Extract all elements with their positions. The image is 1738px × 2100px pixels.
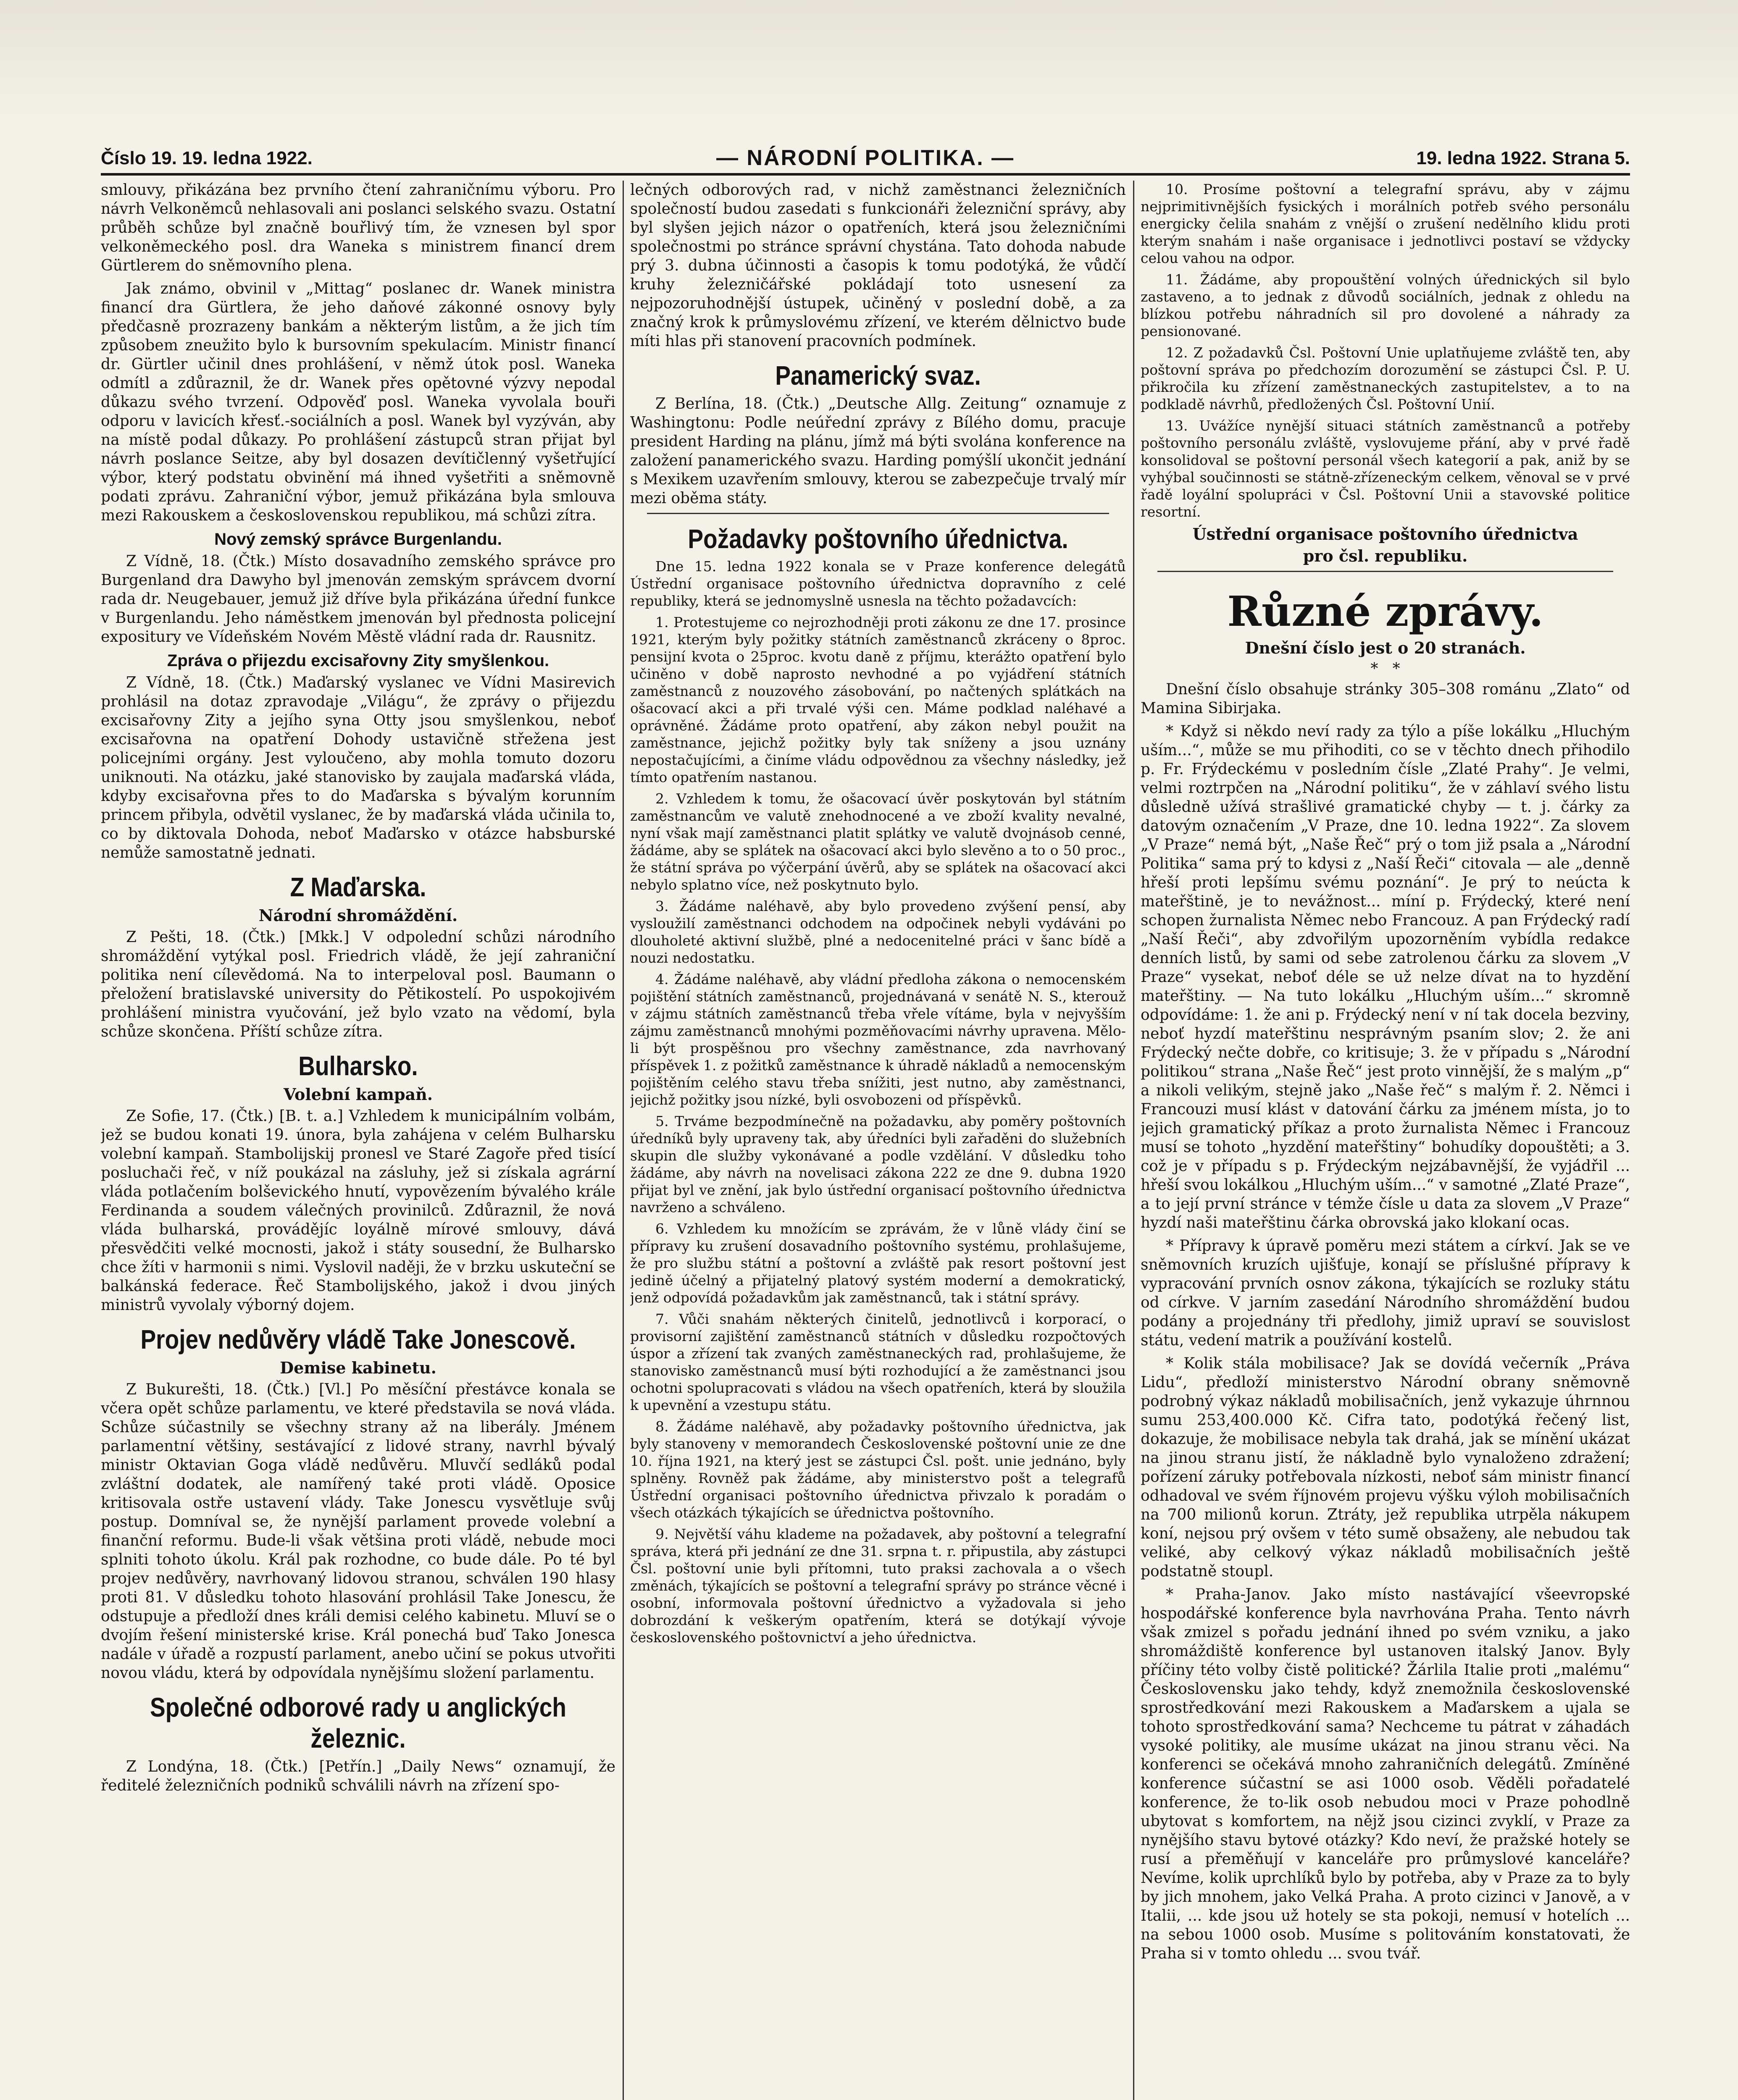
signature: pro čsl. republiku. bbox=[1303, 546, 1468, 565]
section-heading: Nový zemský správce Burgenlandu. bbox=[214, 530, 502, 549]
section-subtitle: Národní shromáždění. bbox=[258, 906, 458, 925]
column-1 bbox=[101, 181, 615, 2100]
article-text: 7. Vůči snahám některých činitelů, jednotlivců i korporací, o provisorní zajištění zaměstnanců státních v důsledku rozpočtových úspor a zřízení tak zvaných zaměstnaneckých rad, prohlašujeme, že stanovisko zaměstnanců musí býti rozhodující a že zaměstnanci jsou ochotni spolupracovati s vládou na všech opatřeních, která by sloužila k upevnění a vzestupu státu. bbox=[630, 1311, 1126, 1413]
masthead-title: — NÁRODNÍ POLITIKA. — bbox=[716, 146, 1015, 170]
separator bbox=[1157, 571, 1613, 572]
article-text: * Když si někdo neví rady za týlo a píše lokálku „Hluchým uším...“, může se mu přihoditi, co se v těchto dnech přihodilo p. Fr. Frýdeckému v posledním čísle „Zlaté Prahy“. Je velmi, velmi roztrpčen na „Národní politiku“, že v záhlaví svého listu důsledně užívá strašlivé gramatické chyby — t. j. čárky za datovým označením „V Praze, dne 10. ledna 1922“. Za slovem „V Praze“ nemá být, „Naše Řeč“ prý o tom již psala a „Národní Politika“ sama prý to kdysi z „Naší Řeči“ citovala — ale „denně hřeší proti lepšímu svému poznání“. Je prý to neúcta k mateřštině, je to nevážnost... míní p. Frýdecký, které není schopen žurnalista Němec nebo Francouz. A pan Frýdecký radí „Naší Řeči“, aby zdvořilým upozorněním vybídla redakce denních listů, by sami od sebe zatrolenou čárku za slovem „V Praze“ vysekat, neboť déle se už nelze dívat na to hyzdění mateřštiny. — Na tuto lokálku „Hluchým uším...“ skromně odpovídáme: 1. že ani p. Frýdecký není v ní tak docela bezviny, neboť hyzdí mateřštinu nesprávným psaním slov; 2. že ani Frýdecký nečte dobře, co kritisuje; 3. že v případu s „Národní politikou“ strana „Naše Řeč“ jest proto vinnější, že s malým „p“ a nikoli velikým, stejně jako „Naše řeč“ s malým ř. 2. Němci i Francouzi musí klást v datování čárku za jménem místa, jo to jejich gramatický příkaz a proto žurnalista Němec i Francouz musí se tohoto „hyzdění mateřštiny“ bohudíky dopouštěti; a 3. což je v případu s p. Frýdeckým nejzábavnější, že vyjádřil ... hřeší svou lokálkou „Hluchým uším...“ v samotné „Zlaté Praze“, a to její první stránce v témže čísle u data za slovem „V Praze“ hyzdí naši mateřštinu čárka obrovská jako klokaní ocas. bbox=[1141, 723, 1630, 1231]
scan-border bbox=[0, 0, 1738, 126]
section-title: Panamerický svaz. bbox=[775, 360, 981, 391]
section-heading: Zpráva o přijezdu excisařovny Zity smyšlenkou. bbox=[167, 651, 550, 670]
article-text: 2. Vzhledem k tomu, že ošacovací úvěr poskytován byl státním zaměstnancům ve valutě znehodnocené a ve zboží kvality nevalné, nyní však mají zaměstnanci platit splátky ve valutě dvojnásob cenné, žádáme, aby se splátek na ošacovací akci bylo slevěno a to o 50 proc., že státní správa po výčerpání úvěrů, aby se splátek na ošacovací akci nebylo splatno více, než poskytnuto bylo. bbox=[630, 790, 1126, 893]
issue-date-page: 19. ledna 1922. Strana 5. bbox=[1416, 148, 1630, 168]
article-text: 9. Největší váhu klademe na požadavek, aby poštovní a telegrafní správa, která při jednání ze dne 31. srpna t. r. připustila, aby zástupci Čsl. poštovní unie byli přítomni, tuto praksi zachovala a o všech změnách, týkajících se poštovní a telegrafní správy po stránce věcné i osobní, informovala poštovní úřednictvo a vyžadovala si jeho dobrozdání k veškerým opatřením, která se dotýkají vývoje československého poštovnictví a jeho úřednictva. bbox=[630, 1526, 1126, 1646]
article-text: Z Bukurešti, 18. (Čtk.) [Vl.] Po měsíční přestávce konala se včera opět schůze parlamentu, ve které představila se nová vláda. Schůze súčastnily se všechny strany až na liberály. Jménem parlamentní většiny, sestávající z lidové strany, navrhl bývalý ministr Oktavian Goga vládě nedůvěru. Mluvčí sedláků podal zvláštní dodatek, ale namířený také proti vládě. Oposice kritisovala ostře ustavení vlády. Take Jonescu vysvětluje svůj postup. Domníval se, že nynější parlament provede volební a finanční reformu. Bude-li však většina proti vládě, nebude moci splniti tohoto úkolu. Král pak rozhodne, co bude dále. Po té byl projev nedůvěry, navrhovaný lidovou stranou, schválen 190 hlasy proti 81. V důsledku tohoto hlasování prohlásil Take Jonescu, že odstupuje a předloží dnes králi demisi celého kabinetu. Mluví se o dvojím řešení ministerské krise. Král ponechá buď Tako Jonesca nadále v úřadě a rozpustí parlament, anebo učiní se pokus utvořiti novou vládu, která by odpovídala nynějšímu složení parlamentu. bbox=[101, 1381, 615, 1682]
section-subtitle: Demise kabinetu. bbox=[280, 1358, 436, 1377]
article-text: 13. Uvážíce nynější situaci státních zaměstnanců a potřeby poštovního personálu zvláště, vyslovujeme přání, aby v prvé řadě konsolidoval se poštovní personál všech kategorií a pak, aniž by se vyhýbal součinnosti se státně-zřízeneckým celkem, věnoval se v prvé řadě loyální spolupráci v Čsl. Poštovní Unii a stavovské politice resortní. bbox=[1141, 417, 1630, 520]
article-text: Dne 15. ledna 1922 konala se v Praze konference delegátů Ústřední organisace poštovního úřednictva dopravního z celé republiky, která se jednomyslně usnesla na těchto požadavcích: bbox=[630, 558, 1126, 609]
signature: Ústřední organisace poštovního úřednictva bbox=[1192, 525, 1578, 543]
article-text: 11. Žádáme, aby propouštění volných úřednických sil bylo zastaveno, a to jednak z důvodů sociálních, jednak z ohledu na blízkou potřebu náhradních sil pro dovolené a náhrady za pensionované. bbox=[1141, 271, 1630, 339]
article-text: Dnešní číslo obsahuje stránky 305–308 románu „Zlato“ od Mamina Sibirjaka. bbox=[1141, 681, 1630, 717]
article-text: Jak známo, obvinil v „Mittag“ poslanec dr. Wanek ministra financí dra Gürtlera, že jeho daňové zákonné osnovy byly předčasně prozrazeny bankám a některým listům, a že jich tím způsobem zneužito bylo k bursovním spekulacím. Ministr financí dr. Gürtler učinil dnes prohlášení, v němž útok posl. Waneka odmítl a zdůraznil, že dr. Wanek přes opětovné výzvy nepodal důkazu svého tvrzení. Odpověď posl. Waneka vyvolala bouři odporu v lavicích křesť.-sociálních a posl. Wanek byl vyzýván, aby na místě podal důkazy. Po prohlášení zástupců stran přijat byl návrh poslance Seitze, aby byl dosazen devítičlenný vyšetřující výbor, který podstatu obvinění má ihned vyšetřiti a sněmovně podati zprávu. Zahraniční výbor, jemuž přikázána byla smlouva mezi Rakouskem a československou republikou, má schůzi zítra. bbox=[101, 280, 615, 524]
article-text: 8. Žádáme naléhavě, aby požadavky poštovního úřednictva, jak byly stanoveny v memorandech Československé poštovní unie ze dne 10. října 1921, na který jest se zástupci Čsl. pošt. unie jednáno, byly splněny. Rovněž pak žádáme, aby ministerstvo pošt a telegrafů Ústřední organisaci poštovního úřednictva přivzalo k poradám o všech otázkách týkajících se úřednictva poštovního. bbox=[630, 1418, 1126, 1521]
section-subtitle: Volební kampaň. bbox=[283, 1085, 433, 1104]
article-text: 10. Prosíme poštovní a telegrafní správu, aby v zájmu nejprimitivnějších fysických i morálních potřeb svého personálu energicky čelila snahám z vnější o zrušení nedělního klidu proti kterým snahám i naše organisace i jednotlivci postaví se vždycky celou vahou na odpor. bbox=[1141, 181, 1630, 266]
section-title: Různé zprávy. bbox=[1227, 588, 1543, 636]
article-text: lečných odborových rad, v nichž zaměstnanci železničních společností budou zasedati s funkcionáři železniční správy, aby byl slyšen jejich názor o opatřeních, která jsou železničními společnostmi po stránce správní chystána. Tato dohoda nabude prý 3. dubna účinnosti a časopis k tomu podotýká, že vůdčí kruhy železničářské pokládají toto usnesení za nejpozoruhodnější ústupek, učiněný v poslední době, a za značný krok k průmyslovému zřízení, ve kterém dělnictvo bude míti hlas při stanovení pracovních podmínek. bbox=[630, 181, 1126, 350]
section-title: Bulharsko. bbox=[298, 1051, 418, 1081]
header-rule bbox=[101, 173, 1630, 176]
article-text: * Kolik stála mobilisace? Jak se dovídá večerník „Práva Lidu“, předloží ministerstvo Národní obrany sněmovně podrobný výkaz nákladů mobilisačních, jenž vykazuje úhrnnou sumu 253,400.000 Kč. Cifra tato, podotýká řečený list, dokazuje, že mobilisace nebyla tak drahá, jak se mínění ukázat na jinou stranu jistí, že nákladně bylo vynaloženo zdražení; pořízení záruky potřebovala nízkosti, neboť sám ministr financí odhadoval ve svém říjnovém projevu výšku výloh mobilisačních na 700 milionů korun. Ztráty, jež republika utrpěla nákupem koní, nejsou prý ovšem v této sumě obsaženy, ale nebudou tak veliké, aby celkový výkaz nákladů mobilisačních ještě podstatně stoupl. bbox=[1141, 1355, 1630, 1580]
article-text: 5. Trváme bezpodmínečně na požadavku, aby poměry poštovních úředníků byly upraveny tak, aby úředníci byli zařaděni do služebních skupin dle služby vykonávané a podle vzdělání. V důsledku toho žádáme, aby návrh na novelisaci zákona 222 ze dne 9. dubna 1920 přijat byl ve znění, jak bylo ústřední organisací poštovního úřednictva navrženo a schváleno. bbox=[630, 1113, 1126, 1215]
article-text: 1. Protestujeme co nejrozhodněji proti zákonu ze dne 17. prosince 1921, kterým byly požitky státních zaměstnanců zkráceny o 8proc. pensijní kvota o 25proc. kvotu daně z příjmu, kterážto opatření bylo učiněno v době naprosto nevhodné a po vyjádření státních zaměstnanců z nouzového zásobování, po načtených splátkách na ošacovací akci a při trvalé výši cen. Máme podklad naléhavé a oprávněné. Žádáme proto opatření, aby zákon nebyl použit na zaměstnance, jejichž požitky byly tak sníženy a jsou uznány nepostačujícími, a činíme vládu odpovědnou za všechny následky, jež tímto opatřením nastanou. bbox=[630, 614, 1126, 785]
article-text: Ze Sofie, 17. (Čtk.) [B. t. a.] Vzhledem k municipálním volbám, jež se budou konati 19. února, byla zahájena v celém Bulharsku volební kampaň. Stambolijskij pronesl ve Staré Zagoře před tisící posluchači řeč, v níž poukázal na zásluhy, jež si získala agrární vláda potlačením bolševického hnutí, vypovězením bývalého krále Ferdinanda a soudem válečných provinilců. Zdůraznil, že nová vláda bulharská, provádějíc loyálně mírové smlouvy, dává přesvědčiti velké mocnosti, jakož i státy sousední, že Bulharsko chce žíti v harmonii s nimi. Vyslovil naději, že v brzku uskuteční se balkánská federace. Řeč Stambolijského, jakož i dvou jiných ministrů vyvolaly výborný dojem. bbox=[101, 1108, 615, 1314]
ornament: * * bbox=[1370, 660, 1400, 677]
article-text: 6. Vzhledem ku množícím se zprávám, že v lůně vlády činí se přípravy ku zrušení dosavadního poštovního systému, prohlašujeme, že pro službu státní a poštovní a zvláště pak resort poštovní jest jedině účelný a přijatelný platový systém moderní a demokratický, jenž odpovídá požadavkům jak zaměstnanců, tak i státní správy. bbox=[630, 1221, 1126, 1306]
section-title: Společné odborové rady u anglických železnic. bbox=[150, 1692, 566, 1754]
article-text: Z Pešti, 18. (Čtk.) [Mkk.] V odpolední schůzi národního shromáždění vytýkal posl. Friedrich vládě, že její zahraniční politika není cílevědomá. Na to interpeloval posl. Baumann o přeložení bratislavské university do Pětikostelí. Po uspokojivém prohlášení ministra vyučování, jež bylo vzato na vědomí, byla schůze skončena. Příští schůze zítra. bbox=[101, 929, 615, 1040]
column-divider bbox=[1133, 181, 1134, 2100]
article-text: Z Berlína, 18. (Čtk.) „Deutsche Allg. Zeitung“ oznamuje z Washingtonu: Podle neúřední zprávy z Bílého domu, pracuje president Harding na plánu, jímž má býti svolána konference na založení panamerického svazu. Harding pomýšlí ukončit jednání s Mexikem uzavřením smlouvy, kterou se zabezpečuje trvalý mír mezi oběma státy. bbox=[630, 395, 1126, 507]
page-header bbox=[101, 139, 1630, 176]
article-text: smlouvy, přikázána bez prvního čtení zahraničnímu výboru. Pro návrh Velkoněmců nehlasovali ani poslanci selského svazu. Ostatní průběh schůze byl značně bouřlivý tím, že vznesen byl spor velkoněmeckého posl. dra Waneka s ministrem financí drem Gürtlerem do sněmovního plena. bbox=[101, 181, 615, 274]
article-text: 12. Z požadavků Čsl. Poštovní Unie uplatňujeme zvláště ten, aby poštovní správa po předchozím dorozumění se zástupci Čsl. P. U. přikročila ku zřízení zaměstnaneckých zastupitelstev, a to na podkladě návrhů, předložených Čsl. Poštovní Unií. bbox=[1141, 344, 1630, 412]
article-text: * Praha-Janov. Jako místo nastávající všeevropské hospodářské konference byla navrhována Praha. Tento návrh však zmizel s pořadu jednání ihned po svém vzniku, a jako shromáždiště konference byl ustanoven italský Janov. Byly příčiny této volby čistě politické? Žárlila Italie proti „malému“ Československu jako tehdy, když znemožnila československé sprostředkování mezi Rakouskem a Maďarskem a ujala se tohoto sprostředkování sama? Nechceme tu pátrat v záhadách vysoké politiky, ale musíme ukázat na jinou stranu věci. Na konferenci se očekává mnoho zahraničních delegátů. Zmíněné konference súčastní se asi 1000 osob. Věděli pořadatelé konference, že to-lik osob nebudou moci v Praze pohodlně ubytovat s komfortem, na nějž jsou cizinci zvyklí, v Praze za nynějšího stavu bytové otázky? Kdo neví, že pražské hotely se rusí a přeměňují v kanceláře pro průmyslové kanceláře? Nevíme, kolik uprchlíků bylo by potřeba, aby v Praze za to byly by jich mnohem, jako Velká Praha. A proto cizinci v Janově, a v Italii, ... kde jsou už hotely se sta pokoji, nemusí v hotelích ... na sebou 1000 osob. Musíme s politováním konstatovati, že Praha si v tomto ohledu ... svou tvář. bbox=[1141, 1586, 1630, 1962]
article-text: 4. Žádáme naléhavě, aby vládní předloha zákona o nemocenském pojištění státních zaměstnanců, projednávaná v senátě N. S., kterouž v zájmu státních zaměstnanců třeba vřele vítáme, byla v nejvyšším zájmu zaměstnanců mnohými pozměňovacími návrhy upravena. Mělo-li být prospěšnou pro všechny zaměstnance, zda navrhovaný příspěvek 1. z požitků zaměstnance k úhradě nákladů a nemocenským pojištěním celého stavu třeba snížiti, jest nutno, aby zaměstnanci, jejichž požitky jsou nízké, byli osvobozeni od příspěvků. bbox=[630, 971, 1126, 1108]
article-text: * Přípravy k úpravě poměru mezi státem a církví. Jak se ve sněmovních kruzích ujišťuje, konají se příslušné přípravy k vypracování prvních osnov zákona, týkajících se rozluky státu od církve. V jarním zasedání Národního shromáždění budou podány a projednány tři předlohy, jimiž upraví se souvislost státu, vedení matrik a používání kostelů. bbox=[1141, 1237, 1630, 1349]
article-text: Z Londýna, 18. (Čtk.) [Petřín.] „Daily News“ oznamují, že ředitelé železničních podniků schválili návrh na zřízení spo- bbox=[101, 1758, 615, 1794]
section-title: Projev nedůvěry vládě Take Jonescově. bbox=[140, 1324, 576, 1354]
column-divider bbox=[623, 181, 624, 2100]
section-subtitle: Dnešní číslo jest o 20 stranách. bbox=[1245, 638, 1526, 657]
article-text: 3. Žádáme naléhavě, aby bylo provedeno zvýšení pensí, aby vysloužilí zaměstnanci odchodem na odpočinek nebyli vydáváni po dlouholeté aktivní službě, plné a nedocenitelné práci v šanc bídě a nouzi nedostatku. bbox=[630, 898, 1126, 966]
article-text: Z Vídně, 18. (Čtk.) Maďarský vyslanec ve Vídni Masirevich prohlásil na dotaz zpravodaje „Világu“, že zprávy o přijezdu excisařovny Zity a jejího syna Otty jsou smyšlenkou, neboť excisařovna na opatření Dohody ustavičně střežena jest policejními orgány. Jest vyloučeno, aby mohla tomuto dozoru uniknouti. Na otázku, jaké stanovisko by zaujala maďarská vláda, kdyby excisařovna přes to do Maďarska s bývalým korunním princem přibyla, odvětil vyslanec, že by maďarská vláda učinila to, co by diktovala Dohoda, neboť Maďarsko v otázce habsburské nemůže samostatně jednati. bbox=[101, 674, 615, 861]
column-3 bbox=[1141, 181, 1630, 2100]
article-text: Z Vídně, 18. (Čtk.) Místo dosavadního zemského správce pro Burgenland dra Dawyho byl jmenován zemským správcem dvorní rada dr. Neugebauer, jemuž již dříve byla přikázána úřední funkce v Burgenlandu. Jeho náměstkem jmenován byl přednosta policejní expositury ve Vídeňském Novém Městě vládní rada dr. Rausnitz. bbox=[101, 553, 615, 646]
separator bbox=[647, 513, 1109, 514]
column-2 bbox=[630, 181, 1126, 2100]
issue-number: Číslo 19. 19. ledna 1922. bbox=[101, 148, 313, 168]
section-title: Požadavky poštovního úřednictva. bbox=[688, 524, 1068, 554]
section-title: Z Maďarska. bbox=[290, 872, 426, 902]
